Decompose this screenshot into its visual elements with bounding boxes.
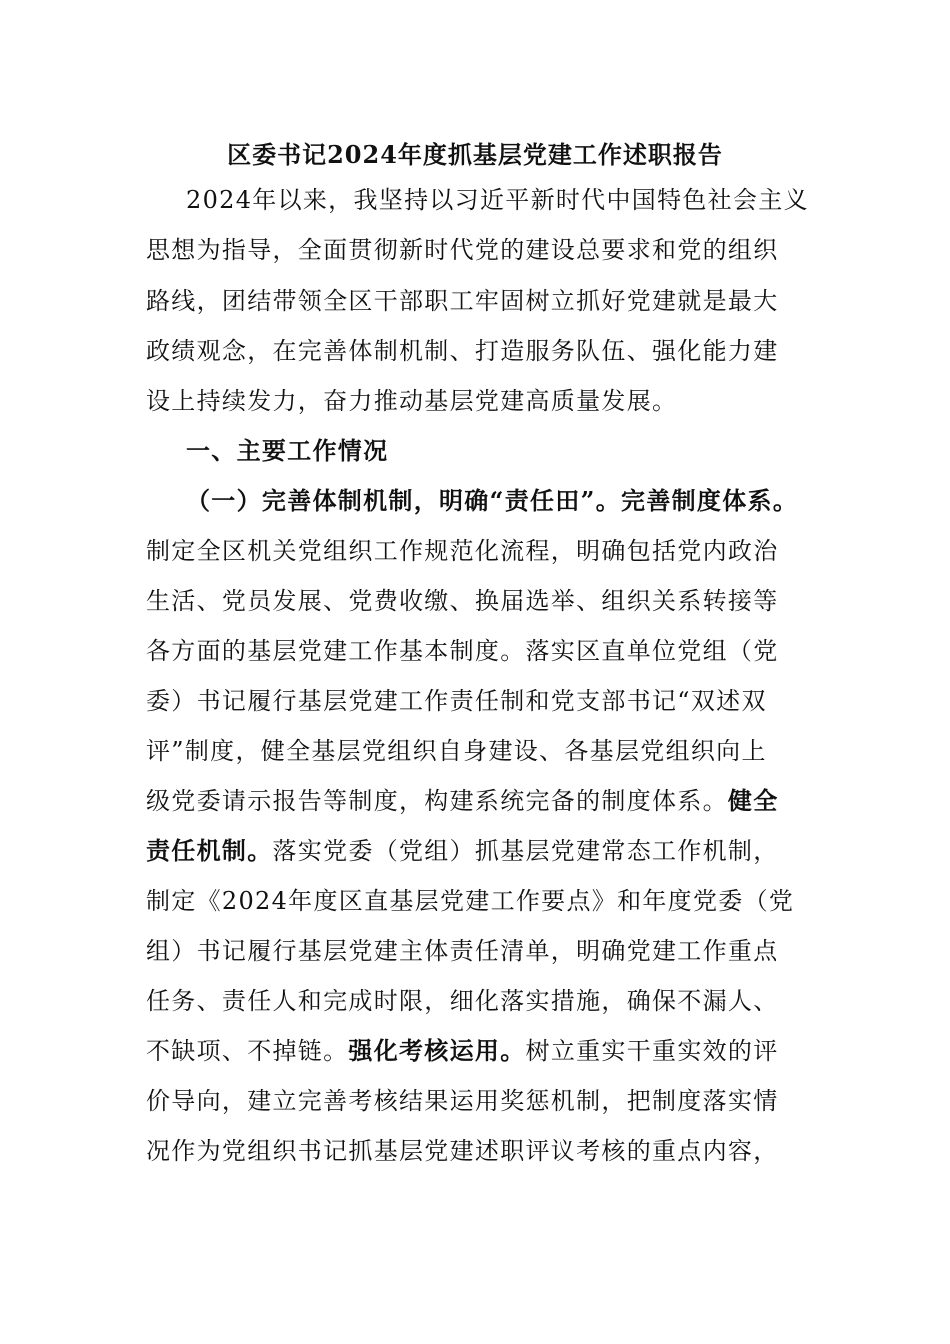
body-line-11	[146, 1035, 779, 1067]
body-line-1: 制定全区机关党组织工作规范化流程，明确包括党内政治	[146, 537, 779, 565]
intro-line-1: 2024年以来，我坚持以习近平新时代中国特色社会主义	[186, 186, 809, 214]
intro-line-4: 政绩观念，在完善体制机制、打造服务队伍、强化能力建	[146, 337, 779, 365]
subsection-heading-line	[186, 485, 798, 517]
body-line-3: 各方面的基层党建工作基本制度。落实区直单位党组（党	[146, 637, 779, 665]
point-title-2-part2: 责任机制。	[146, 836, 273, 865]
body-line-6-text: 级党委请示报告等制度，构建系统完备的制度体系。	[146, 787, 728, 815]
intro-line-3: 路线，团结带领全区干部职工牢固树立抓好党建就是最大	[146, 287, 779, 315]
body-line-6	[146, 785, 779, 817]
document-title: 区委书记2024年度抓基层党建工作述职报告	[227, 140, 723, 169]
point-title-1: 完善制度体系。	[621, 486, 799, 515]
body-line-2: 生活、党员发展、党费收缴、换届选举、组织关系转接等	[146, 587, 779, 615]
section-heading: 一、主要工作情况	[186, 436, 389, 465]
intro-line-2: 思想为指导，全面贯彻新时代党的建设总要求和党的组织	[146, 236, 779, 264]
body-line-11-rest: 树立重实干重实效的评	[525, 1037, 779, 1065]
intro-line-5: 设上持续发力，奋力推动基层党建高质量发展。	[146, 387, 678, 415]
point-title-3: 强化考核运用。	[348, 1036, 526, 1065]
body-line-9: 组）书记履行基层党建主体责任清单，明确党建工作重点	[146, 937, 779, 965]
body-line-5: 评”制度，健全基层党组织自身建设、各基层党组织向上	[146, 737, 767, 765]
point-title-2-part1: 健全	[727, 786, 779, 815]
body-line-4: 委）书记履行基层党建工作责任制和党支部书记“双述双	[146, 687, 767, 715]
subsection-heading: （一）完善体制机制，明确“责任田”。	[186, 486, 622, 515]
body-line-13: 况作为党组织书记抓基层党建述职评议考核的重点内容，	[146, 1137, 779, 1165]
body-line-12: 价导向，建立完善考核结果运用奖惩机制，把制度落实情	[146, 1087, 779, 1115]
body-line-7-text: 落实党委（党组）抓基层党建常态工作机制，	[272, 837, 779, 865]
body-line-11-text: 不缺项、不掉链。	[146, 1037, 349, 1065]
body-line-8: 制定《2024年度区直基层党建工作要点》和年度党委（党	[146, 887, 795, 915]
body-line-10: 任务、责任人和完成时限，细化落实措施，确保不漏人、	[146, 987, 779, 1015]
body-line-7	[146, 835, 779, 867]
